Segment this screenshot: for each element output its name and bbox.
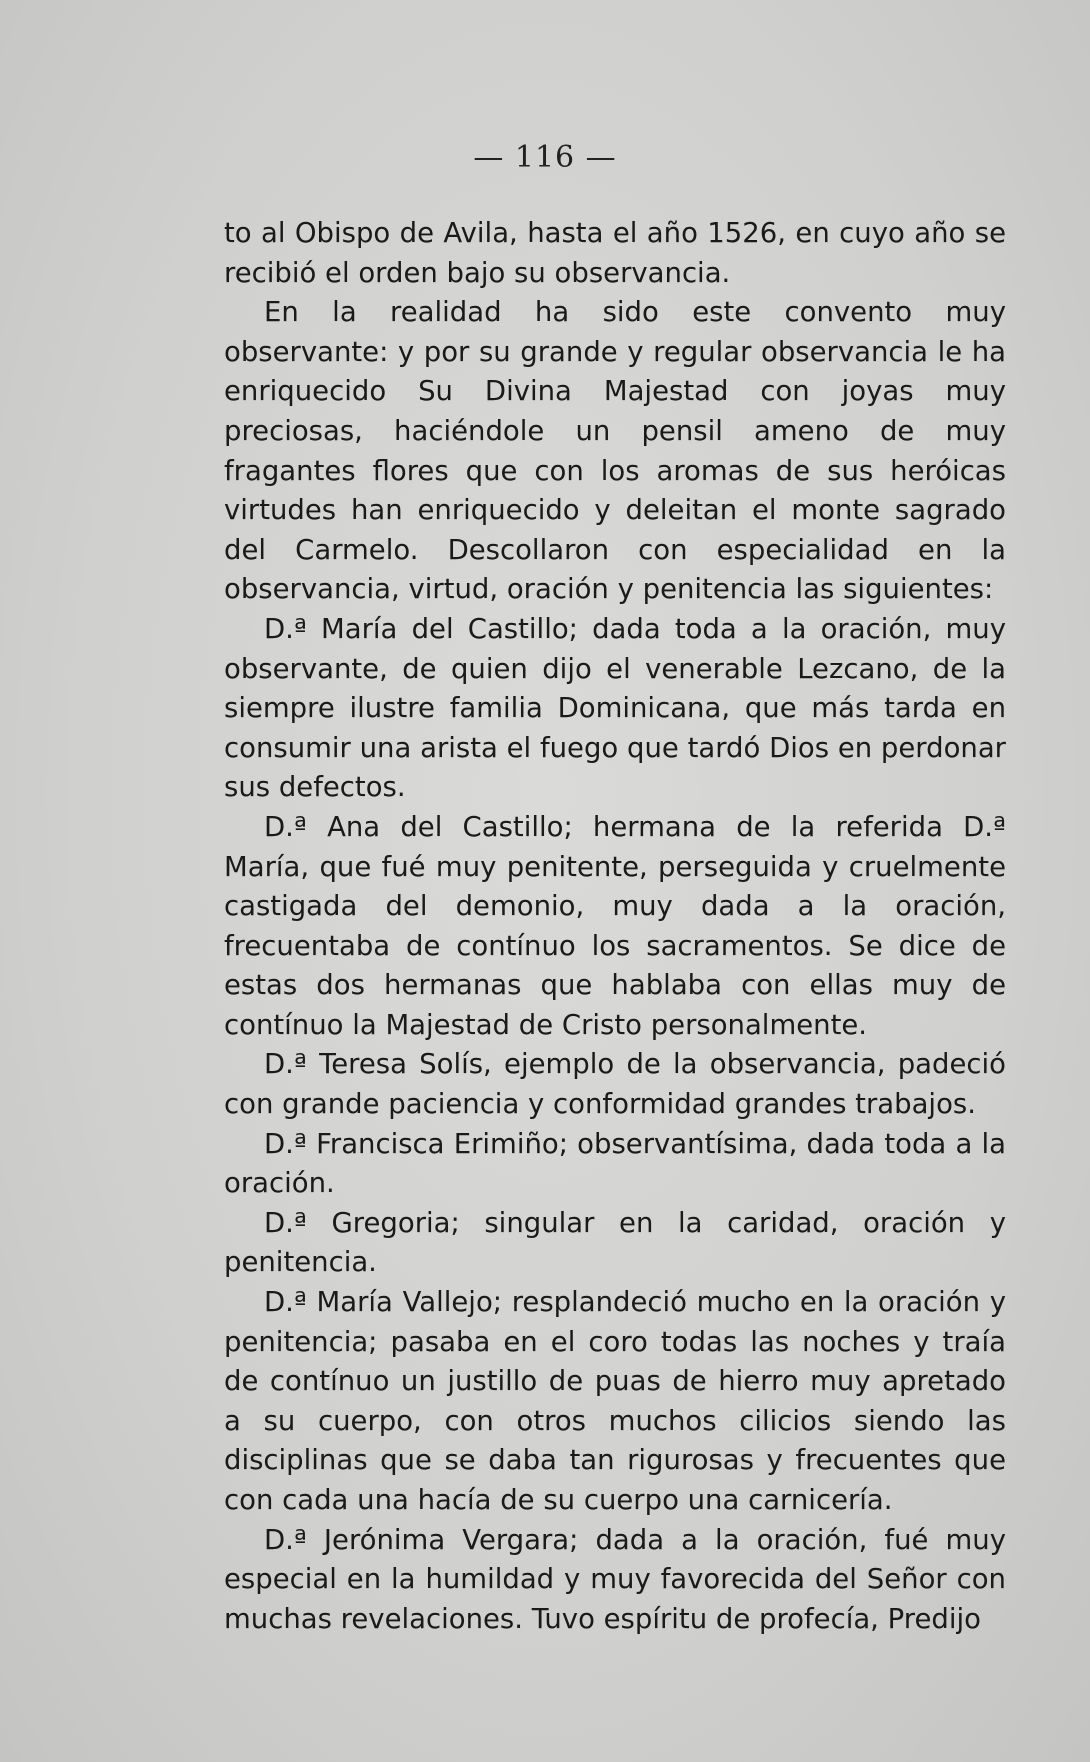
paragraph-maria-castillo: D.ª María del Castillo; dada toda a la oración, muy observante, de quien dijo el venerable Lezcano, de la siempre ilustre familia Dominicana, que más tarda en consumir una arista el fuego que tardó Dios en perdonar sus defectos. bbox=[224, 612, 1006, 804]
page-number: — 116 — bbox=[473, 140, 617, 175]
paragraph-francisca-erimino: D.ª Francisca Erimiño; observantísima, dada toda a la oración. bbox=[224, 1127, 1006, 1200]
paragraph-teresa-solis: D.ª Teresa Solís, ejemplo de la observancia, padeció con grande paciencia y conformidad grandes trabajos. bbox=[224, 1048, 1006, 1121]
paragraph-gregoria: D.ª Gregoria; singular en la caridad, oración y penitencia. bbox=[224, 1206, 1006, 1279]
paragraph-convent: En la realidad ha sido este convento muy observante: y por su grande y regular observancia le ha enriquecido Su Divina Majestad con joyas muy preciosas, haciéndole un pensil ameno de muy fragantes flores que con los aromas de sus heróicas virtudes han enriquecido y deleitan el monte sagrado del Carmelo. Descollaron con especialidad en la observancia, virtud, oración y penitencia las siguientes: bbox=[224, 296, 1006, 606]
paragraph-jeronima-vergara: D.ª Jerónima Vergara; dada a la oración, fué muy especial en la humildad y muy favorecida del Señor con muchas revelaciones. Tuvo espíritu de profecía, Predijo bbox=[224, 1523, 1006, 1635]
paragraph-maria-vallejo: D.ª María Vallejo; resplandeció mucho en la oración y penitencia; pasaba en el coro todas las noches y traía de contínuo un justillo de puas de hierro muy apretado a su cuerpo, con otros muchos cilicios siendo las disciplinas que se daba tan rigurosas y frecuentes que con cada una hacía de su cuerpo una carnicería. bbox=[224, 1286, 1006, 1516]
paragraph-ana-castillo: D.ª Ana del Castillo; hermana de la referida D.ª María, que fué muy penitente, perseguida y cruelmente castigada del demonio, muy dada a la oración, frecuentaba de contínuo los sacramentos. Se dice de estas dos hermanas que hablaba con ellas muy de contínuo la Majestad de Cristo personalmente. bbox=[224, 810, 1006, 1041]
paragraph-continuation: to al Obispo de Avila, hasta el año 1526, en cuyo año se recibió el orden bajo su observancia. bbox=[224, 217, 1006, 289]
body-text bbox=[224, 214, 1006, 1639]
